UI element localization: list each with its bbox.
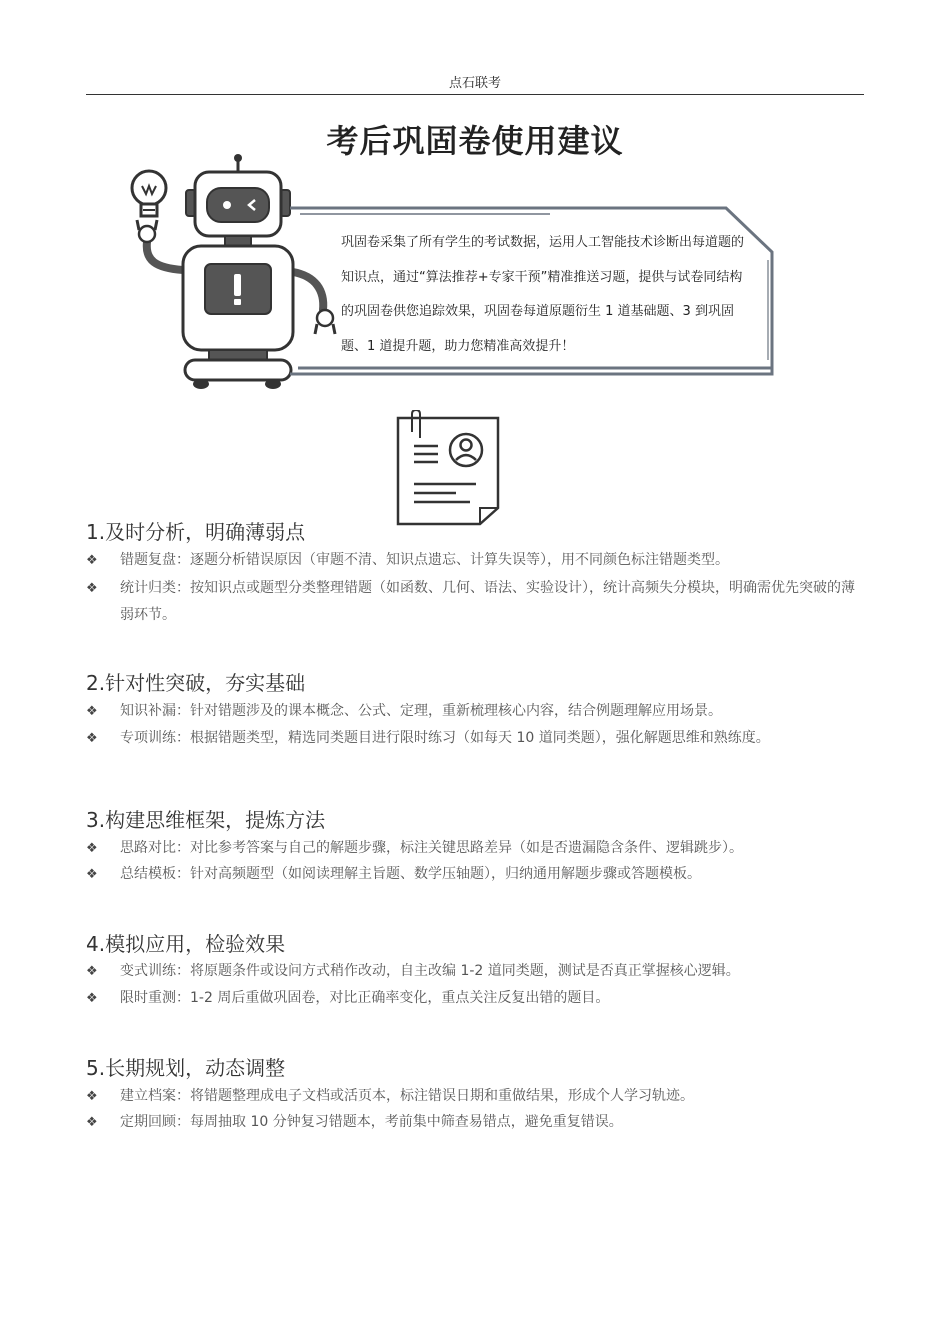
list-item: ❖ 建立档案：将错题整理成电子文档或活页本，标注错误日期和重做结果，形成个人学习轨迹。 — [86, 1083, 866, 1110]
section-title-5: 5.长期规划，动态调整 — [86, 1056, 286, 1080]
lightbulb-icon — [132, 171, 166, 216]
list-item: ❖ 知识补漏：针对错题涉及的课本概念、公式、定理，重新梳理核心内容，结合例题理解应用场景。 — [86, 698, 866, 725]
diamond-bullet-icon: ❖ — [86, 553, 98, 568]
diamond-bullet-icon: ❖ — [86, 964, 98, 979]
section-title-2: 2.针对性突破，夯实基础 — [86, 671, 306, 695]
intro-paragraph: 巩固卷采集了所有学生的考试数据，运用人工智能技术诊断出每道题的知识点，通过“算法推荐+专家干预”精准推送习题，提供与试卷同结构的巩固卷供您追踪效果，巩固卷每道原题衍生 1 道基础题、3 到巩固题、1 道提升题，助力您精准高效提升！ — [341, 235, 745, 354]
section-title-3: 3.构建思维框架，提炼方法 — [86, 808, 326, 832]
list-item: ❖ 总结模板：针对高频题型（如阅读理解主旨题、数学压轴题），归纳通用解题步骤或答题模板。 — [86, 861, 866, 888]
resume-document-icon — [396, 410, 502, 528]
section-title-4: 4.模拟应用，检验效果 — [86, 932, 286, 956]
list-item: ❖ 专项训练：根据错题类型，精选同类题目进行限时练习（如每天 10 道同类题），强化解题思维和熟练度。 — [86, 725, 866, 752]
list-item: ❖ 变式训练：将原题条件或设问方式稍作改动，自主改编 1-2 道同类题，测试是否真正掌握核心逻辑。 — [86, 958, 866, 985]
list-item: ❖ 思路对比：对比参考答案与自己的解题步骤，标注关键思路差异（如是否遗漏隐含条件、逻辑跳步）。 — [86, 835, 866, 862]
diamond-bullet-icon: ❖ — [86, 581, 98, 596]
header-divider — [86, 94, 864, 95]
diamond-bullet-icon: ❖ — [86, 841, 98, 856]
list-item: ❖ 限时重测：1-2 周后重做巩固卷，对比正确率变化，重点关注反复出错的题目。 — [86, 985, 866, 1012]
diamond-bullet-icon: ❖ — [86, 731, 98, 746]
list-item: ❖ 定期回顾：每周抽取 10 分钟复习错题本，考前集中筛查易错点，避免重复错误。 — [86, 1109, 866, 1136]
list-item: ❖ 统计归类：按知识点或题型分类整理错题（如函数、几何、语法、实验设计），统计高频失分模块，明确需优先突破的薄弱环节。 — [86, 575, 866, 629]
diamond-bullet-icon: ❖ — [86, 1115, 98, 1130]
page-title: 考后巩固卷使用建议 — [326, 122, 624, 160]
page-header: 点石联考 — [448, 76, 501, 91]
diamond-bullet-icon: ❖ — [86, 867, 98, 882]
diamond-bullet-icon: ❖ — [86, 991, 98, 1006]
list-item: ❖ 错题复盘：逐题分析错误原因（审题不清、知识点遗忘、计算失误等），用不同颜色标注错题类型。 — [86, 547, 866, 574]
diamond-bullet-icon: ❖ — [86, 704, 98, 719]
section-title-1: 1.及时分析，明确薄弱点 — [86, 520, 306, 544]
diamond-bullet-icon: ❖ — [86, 1089, 98, 1104]
